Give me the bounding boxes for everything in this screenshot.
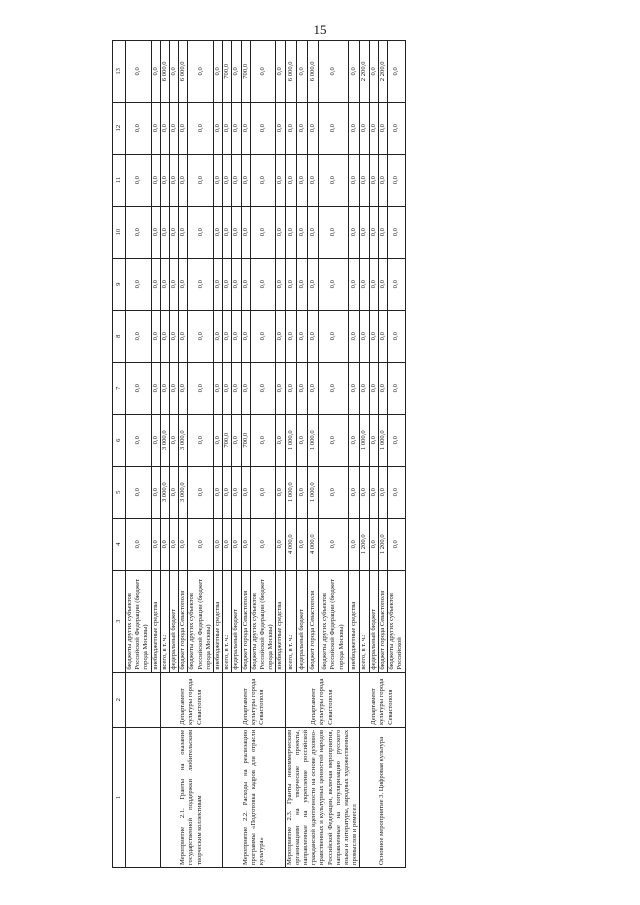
amount-cell: 0,0	[369, 414, 378, 466]
amount-cell: 0,0	[349, 518, 360, 570]
amount-cell: 0,0	[241, 102, 250, 154]
amount-cell: 0,0	[126, 41, 152, 103]
funding-source-cell: федеральный бюджет	[170, 570, 179, 672]
amount-cell: 0,0	[214, 518, 223, 570]
funding-source-cell: бюджет города Севастополя	[241, 570, 250, 672]
funding-source-cell: бюджет города Севастополя	[378, 570, 387, 672]
amount-cell: 0,0	[296, 41, 307, 103]
amount-cell: 1 200,0	[360, 518, 369, 570]
amount-cell: 0,0	[250, 310, 276, 362]
amount-cell: 0,0	[296, 102, 307, 154]
amount-cell: 0,0	[151, 258, 160, 310]
amount-cell: 0,0	[388, 206, 405, 258]
amount-cell: 0,0	[296, 154, 307, 206]
amount-cell: 0,0	[388, 310, 405, 362]
amount-cell: 0,0	[369, 310, 378, 362]
amount-cell: 0,0	[369, 362, 378, 414]
amount-cell: 0,0	[318, 362, 349, 414]
amount-cell: 0,0	[250, 362, 276, 414]
amount-cell: 0,0	[223, 206, 232, 258]
amount-cell: 3 000,0	[160, 466, 169, 518]
funding-source-cell: федеральный бюджет	[232, 570, 241, 672]
amount-cell: 0,0	[349, 41, 360, 103]
amount-cell: 0,0	[276, 414, 285, 466]
amount-cell: 0,0	[151, 102, 160, 154]
amount-cell: 3 000,0	[160, 414, 169, 466]
amount-cell: 0,0	[250, 466, 276, 518]
amount-cell: 0,0	[378, 310, 387, 362]
column-number-13: 13	[113, 41, 126, 103]
amount-cell: 0,0	[296, 362, 307, 414]
amount-cell: 0,0	[250, 206, 276, 258]
amount-cell: 0,0	[126, 414, 152, 466]
amount-cell: 0,0	[296, 466, 307, 518]
funding-source-cell: бюджеты других субъектов Российской	[388, 570, 405, 672]
amount-cell: 0,0	[241, 362, 250, 414]
amount-cell: 0,0	[151, 310, 160, 362]
amount-cell: 4 000,0	[285, 518, 296, 570]
amount-cell: 0,0	[126, 154, 152, 206]
funding-source-cell: внебюджетные средства	[214, 570, 223, 672]
amount-cell: 0,0	[160, 206, 169, 258]
amount-cell: 0,0	[378, 206, 387, 258]
amount-cell: 0,0	[160, 518, 169, 570]
column-number-7: 7	[113, 362, 126, 414]
amount-cell: 0,0	[151, 206, 160, 258]
column-number-2: 2	[113, 672, 126, 727]
amount-cell: 0,0	[388, 258, 405, 310]
amount-cell: 0,0	[276, 154, 285, 206]
amount-cell: 0,0	[126, 518, 152, 570]
amount-cell: 0,0	[369, 466, 378, 518]
amount-cell: 0,0	[276, 41, 285, 103]
amount-cell: 0,0	[160, 102, 169, 154]
amount-cell: 0,0	[170, 466, 179, 518]
amount-cell: 0,0	[151, 518, 160, 570]
amount-cell: 1 000,0	[285, 466, 296, 518]
amount-cell: 0,0	[307, 154, 318, 206]
amount-cell: 0,0	[349, 154, 360, 206]
amount-cell: 0,0	[170, 414, 179, 466]
amount-cell: 6 000,0	[160, 41, 169, 103]
amount-cell: 0,0	[214, 206, 223, 258]
funding-source-cell: бюджет города Севастополя	[307, 570, 318, 672]
amount-cell: 0,0	[318, 41, 349, 103]
amount-cell: 0,0	[276, 518, 285, 570]
funding-source-cell: внебюджетные средства	[276, 570, 285, 672]
amount-cell: 0,0	[223, 518, 232, 570]
amount-cell: 0,0	[388, 41, 405, 103]
amount-cell: 0,0	[126, 310, 152, 362]
table-body	[126, 41, 406, 868]
amount-cell: 0,0	[126, 102, 152, 154]
executor-cell: Департамент культуры города Севастополя	[285, 672, 360, 727]
executor-cell: Департамент культуры города Севастополя	[223, 672, 285, 727]
amount-cell: 0,0	[349, 310, 360, 362]
amount-cell: 0,0	[188, 518, 214, 570]
amount-cell: 0,0	[188, 466, 214, 518]
amount-cell: 0,0	[349, 258, 360, 310]
amount-cell: 0,0	[285, 310, 296, 362]
amount-cell: 1 000,0	[285, 414, 296, 466]
amount-cell: 2 200,0	[378, 41, 387, 103]
amount-cell: 0,0	[296, 258, 307, 310]
table-row	[223, 41, 232, 868]
amount-cell: 0,0	[223, 310, 232, 362]
column-number-11: 11	[113, 154, 126, 206]
amount-cell: 0,0	[214, 102, 223, 154]
amount-cell: 0,0	[360, 206, 369, 258]
amount-cell: 0,0	[170, 41, 179, 103]
funding-source-cell: всего, в т. ч.:	[223, 570, 232, 672]
amount-cell: 0,0	[250, 518, 276, 570]
amount-cell: 0,0	[369, 102, 378, 154]
amount-cell: 0,0	[151, 362, 160, 414]
amount-cell: 0,0	[349, 102, 360, 154]
amount-cell: 0,0	[250, 414, 276, 466]
rotated-table-area	[112, 40, 584, 868]
amount-cell: 0,0	[349, 414, 360, 466]
amount-cell: 0,0	[241, 310, 250, 362]
amount-cell: 0,0	[223, 466, 232, 518]
amount-cell: 0,0	[388, 414, 405, 466]
amount-cell: 0,0	[214, 258, 223, 310]
amount-cell: 0,0	[223, 258, 232, 310]
amount-cell: 0,0	[232, 41, 241, 103]
amount-cell: 0,0	[276, 258, 285, 310]
amount-cell: 0,0	[360, 362, 369, 414]
amount-cell: 0,0	[160, 362, 169, 414]
amount-cell: 0,0	[188, 362, 214, 414]
amount-cell: 0,0	[378, 154, 387, 206]
column-number-4: 4	[113, 518, 126, 570]
amount-cell: 0,0	[250, 258, 276, 310]
amount-cell: 0,0	[349, 206, 360, 258]
amount-cell: 0,0	[250, 102, 276, 154]
table-row	[360, 41, 369, 868]
amount-cell: 0,0	[241, 258, 250, 310]
amount-cell: 6 000,0	[307, 41, 318, 103]
amount-cell: 0,0	[179, 310, 188, 362]
amount-cell: 0,0	[241, 206, 250, 258]
amount-cell: 0,0	[232, 310, 241, 362]
table-row	[285, 41, 296, 868]
amount-cell: 0,0	[388, 518, 405, 570]
amount-cell: 700,0	[223, 41, 232, 103]
amount-cell: 0,0	[296, 518, 307, 570]
column-number-3: 3	[113, 570, 126, 672]
amount-cell: 0,0	[318, 102, 349, 154]
amount-cell: 0,0	[188, 258, 214, 310]
amount-cell: 0,0	[388, 362, 405, 414]
amount-cell: 0,0	[307, 102, 318, 154]
amount-cell: 0,0	[188, 310, 214, 362]
amount-cell: 0,0	[126, 258, 152, 310]
amount-cell: 0,0	[349, 362, 360, 414]
amount-cell: 0,0	[378, 102, 387, 154]
amount-cell: 0,0	[378, 258, 387, 310]
amount-cell: 0,0	[232, 102, 241, 154]
amount-cell: 0,0	[170, 518, 179, 570]
landscape-table-container	[112, 40, 584, 868]
amount-cell: 0,0	[369, 41, 378, 103]
amount-cell: 700,0	[241, 414, 250, 466]
funding-source-cell: внебюджетные средства	[151, 570, 160, 672]
amount-cell: 0,0	[126, 466, 152, 518]
amount-cell: 0,0	[188, 154, 214, 206]
amount-cell: 0,0	[232, 154, 241, 206]
amount-cell: 1 200,0	[378, 518, 387, 570]
amount-cell: 0,0	[188, 102, 214, 154]
measure-cell	[126, 727, 161, 867]
amount-cell: 0,0	[369, 518, 378, 570]
column-number-5: 5	[113, 466, 126, 518]
amount-cell: 3 000,0	[179, 414, 188, 466]
funding-source-cell: федеральный бюджет	[369, 570, 378, 672]
amount-cell: 1 000,0	[360, 414, 369, 466]
amount-cell: 0,0	[285, 102, 296, 154]
amount-cell: 0,0	[214, 154, 223, 206]
amount-cell: 0,0	[318, 258, 349, 310]
amount-cell: 0,0	[160, 258, 169, 310]
amount-cell: 0,0	[276, 362, 285, 414]
funding-source-cell: бюджеты других субъектов Российской Федерации (бюджет города Москвы)	[250, 570, 276, 672]
amount-cell: 0,0	[126, 362, 152, 414]
amount-cell: 0,0	[250, 154, 276, 206]
amount-cell: 0,0	[170, 258, 179, 310]
amount-cell: 0,0	[378, 466, 387, 518]
amount-cell: 0,0	[360, 310, 369, 362]
column-number-12: 12	[113, 102, 126, 154]
amount-cell: 1 000,0	[378, 414, 387, 466]
amount-cell: 0,0	[223, 102, 232, 154]
amount-cell: 700,0	[223, 414, 232, 466]
amount-cell: 0,0	[318, 310, 349, 362]
amount-cell: 0,0	[378, 362, 387, 414]
amount-cell: 0,0	[388, 466, 405, 518]
measure-cell: Мероприятие 2.3. Гранты некоммерческим организациям на творческие проекты, направленные на укрепление российской гражданской идентичности на основе духовно-нравственных и культурных ценностей народов Российской Федерации, включая мероприятия, направленные на популяризацию русского языка и литературы, народных художественных промыслов и ремесел	[285, 727, 360, 867]
amount-cell: 0,0	[179, 258, 188, 310]
amount-cell: 0,0	[285, 154, 296, 206]
amount-cell: 0,0	[369, 206, 378, 258]
amount-cell: 0,0	[241, 154, 250, 206]
amount-cell: 0,0	[296, 414, 307, 466]
amount-cell: 6 000,0	[179, 41, 188, 103]
amount-cell: 0,0	[307, 310, 318, 362]
amount-cell: 0,0	[170, 362, 179, 414]
page-number: 15	[313, 22, 327, 37]
amount-cell: 0,0	[318, 414, 349, 466]
column-number-6: 6	[113, 414, 126, 466]
executor-cell	[126, 672, 161, 727]
amount-cell: 6 000,0	[285, 41, 296, 103]
funding-source-cell: всего, в т. ч.:	[285, 570, 296, 672]
amount-cell: 0,0	[369, 154, 378, 206]
amount-cell: 0,0	[214, 310, 223, 362]
amount-cell: 0,0	[360, 466, 369, 518]
funding-source-cell: бюджеты других субъектов Российской Федерации (бюджет города Москвы)	[318, 570, 349, 672]
executor-cell: Департамент культуры города Севастополя	[360, 672, 405, 727]
column-number-8: 8	[113, 310, 126, 362]
amount-cell: 0,0	[232, 466, 241, 518]
amount-cell: 0,0	[170, 310, 179, 362]
amount-cell: 0,0	[214, 362, 223, 414]
amount-cell: 0,0	[360, 102, 369, 154]
amount-cell: 0,0	[241, 466, 250, 518]
amount-cell: 0,0	[179, 206, 188, 258]
amount-cell: 0,0	[126, 206, 152, 258]
amount-cell: 0,0	[170, 154, 179, 206]
amount-cell: 0,0	[285, 258, 296, 310]
amount-cell: 0,0	[232, 258, 241, 310]
funding-source-cell: бюджеты других субъектов Российской Федерации (бюджет города Москвы)	[126, 570, 152, 672]
amount-cell: 0,0	[214, 466, 223, 518]
amount-cell: 0,0	[214, 41, 223, 103]
amount-cell: 0,0	[296, 206, 307, 258]
amount-cell: 0,0	[223, 362, 232, 414]
table-row	[160, 41, 169, 868]
amount-cell: 0,0	[285, 362, 296, 414]
amount-cell: 0,0	[276, 102, 285, 154]
amount-cell: 0,0	[318, 154, 349, 206]
funding-table	[112, 40, 406, 868]
amount-cell: 0,0	[388, 154, 405, 206]
amount-cell: 0,0	[241, 518, 250, 570]
measure-cell: Основное мероприятие 3. Цифровая культура	[360, 727, 405, 867]
amount-cell: 0,0	[151, 466, 160, 518]
measure-cell: Мероприятие 2.1. Гранты на оказание государственной поддержки любительским творческим коллективам	[160, 727, 222, 867]
amount-cell: 0,0	[250, 41, 276, 103]
amount-cell: 0,0	[318, 518, 349, 570]
amount-cell: 0,0	[151, 154, 160, 206]
table-row	[126, 41, 152, 868]
amount-cell: 0,0	[232, 206, 241, 258]
amount-cell: 0,0	[170, 206, 179, 258]
amount-cell: 0,0	[318, 206, 349, 258]
amount-cell: 0,0	[276, 310, 285, 362]
amount-cell: 0,0	[360, 258, 369, 310]
funding-source-cell: всего, в т. ч.:	[160, 570, 169, 672]
amount-cell: 0,0	[179, 518, 188, 570]
amount-cell: 0,0	[232, 414, 241, 466]
amount-cell: 1 000,0	[307, 414, 318, 466]
amount-cell: 0,0	[285, 206, 296, 258]
amount-cell: 700,0	[241, 41, 250, 103]
column-number-1: 1	[113, 727, 126, 867]
amount-cell: 0,0	[276, 206, 285, 258]
amount-cell: 0,0	[232, 362, 241, 414]
column-number-9: 9	[113, 258, 126, 310]
measure-cell: Мероприятие 2.2. Расходы на реализацию программы «Подготовка кадров для отрасли культура»	[223, 727, 285, 867]
executor-cell: Департамент культуры города Севастополя	[160, 672, 222, 727]
amount-cell: 0,0	[232, 518, 241, 570]
amount-cell: 0,0	[360, 154, 369, 206]
funding-source-cell: бюджет города Севастополя	[179, 570, 188, 672]
amount-cell: 0,0	[160, 154, 169, 206]
amount-cell: 0,0	[349, 466, 360, 518]
amount-cell: 0,0	[188, 206, 214, 258]
amount-cell: 0,0	[276, 466, 285, 518]
amount-cell: 0,0	[160, 310, 169, 362]
amount-cell: 0,0	[307, 258, 318, 310]
amount-cell: 0,0	[214, 414, 223, 466]
amount-cell: 0,0	[296, 310, 307, 362]
column-number-row	[113, 41, 126, 868]
funding-source-cell: внебюджетные средства	[349, 570, 360, 672]
amount-cell: 1 000,0	[307, 466, 318, 518]
amount-cell: 2 200,0	[360, 41, 369, 103]
funding-source-cell: федеральный бюджет	[296, 570, 307, 672]
amount-cell: 0,0	[369, 258, 378, 310]
funding-source-cell: бюджеты других субъектов Российской Федерации (бюджет города Москвы)	[188, 570, 214, 672]
amount-cell: 0,0	[307, 206, 318, 258]
amount-cell: 4 000,0	[307, 518, 318, 570]
amount-cell: 0,0	[318, 466, 349, 518]
amount-cell: 0,0	[188, 41, 214, 103]
amount-cell: 0,0	[151, 414, 160, 466]
amount-cell: 0,0	[179, 154, 188, 206]
amount-cell: 0,0	[223, 154, 232, 206]
amount-cell: 0,0	[151, 41, 160, 103]
amount-cell: 0,0	[179, 102, 188, 154]
amount-cell: 0,0	[179, 362, 188, 414]
column-number-10: 10	[113, 206, 126, 258]
amount-cell: 0,0	[188, 414, 214, 466]
amount-cell: 0,0	[170, 102, 179, 154]
amount-cell: 0,0	[388, 102, 405, 154]
amount-cell: 3 000,0	[179, 466, 188, 518]
amount-cell: 0,0	[307, 362, 318, 414]
funding-source-cell: всего, в т. ч.:	[360, 570, 369, 672]
